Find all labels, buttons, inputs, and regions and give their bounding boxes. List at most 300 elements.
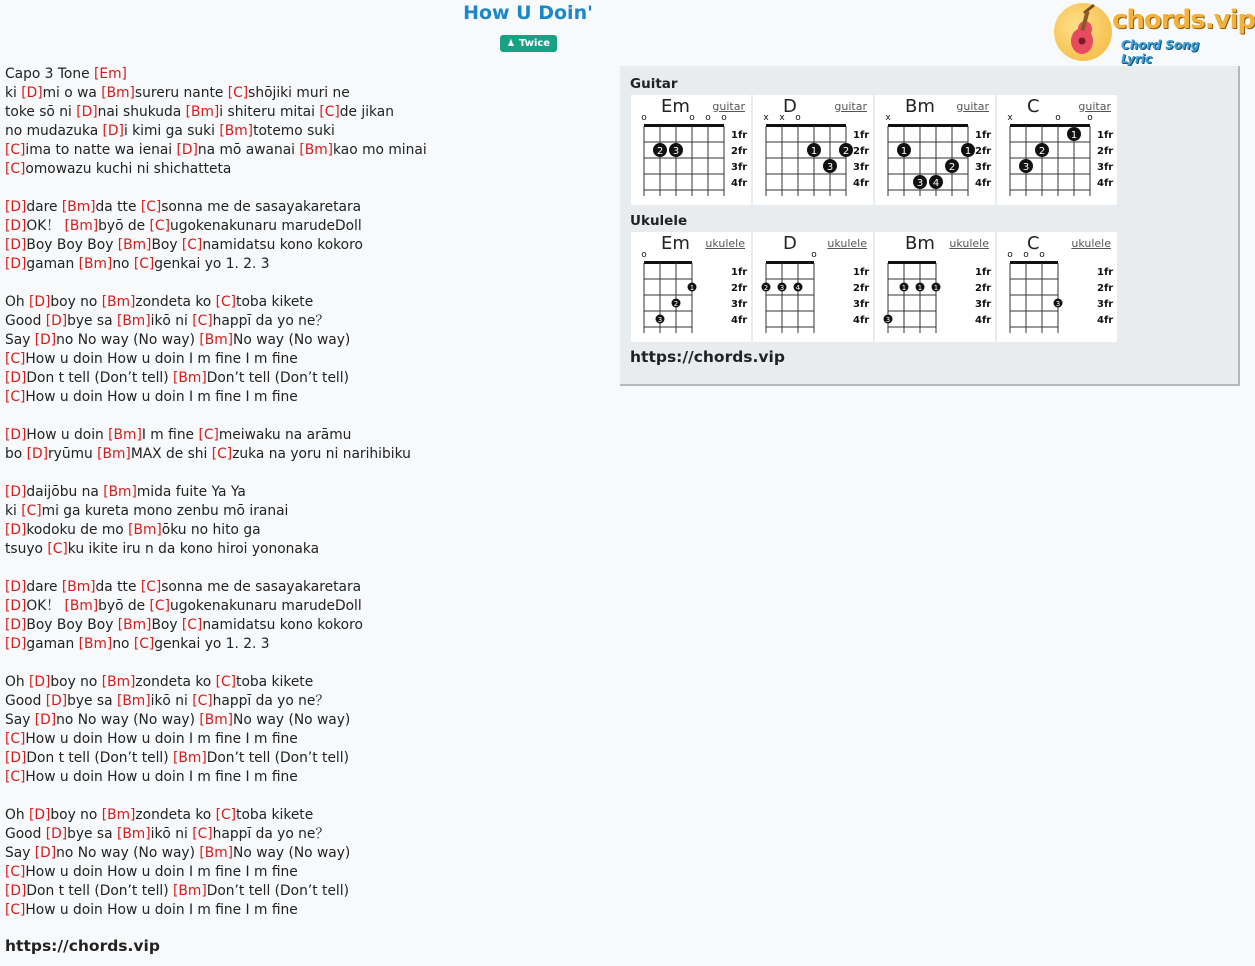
lyric-text: ikō ni (150, 313, 193, 329)
chord-link[interactable]: [D] (45, 693, 68, 709)
lyric-text: tsuyo (5, 541, 48, 557)
finger-number: 1 (901, 284, 907, 292)
chord-link[interactable]: [C] (319, 104, 340, 120)
finger-number: 3 (826, 162, 834, 173)
chord-diagram-bm[interactable] (875, 95, 995, 205)
lyric-line (5, 768, 605, 787)
chord-link[interactable]: [D] (5, 218, 27, 234)
open-string-marker: o (641, 113, 647, 123)
lyric-line (5, 882, 605, 901)
lyrics-body (5, 65, 605, 920)
lyric-line (5, 65, 605, 84)
chord-link[interactable]: [Bm] (173, 883, 207, 899)
lyric-text: toke sō ni (5, 104, 77, 120)
fret-label: 1fr (975, 267, 992, 278)
fret-label: 1fr (731, 267, 748, 278)
lyric-line (5, 749, 605, 768)
fret-label: 1fr (1097, 267, 1114, 278)
chord-diagram-d[interactable] (753, 232, 873, 342)
lyric-text: Don’t tell (Don’t tell) (206, 750, 349, 766)
chord-link[interactable]: [C] (21, 503, 42, 519)
chord-link[interactable]: [D] (5, 256, 27, 272)
instrument-link[interactable]: ukulele (705, 237, 745, 250)
lyric-text: sonna me de sasayakaretara (161, 579, 362, 595)
lyric-text: nai shukuda (97, 104, 186, 120)
instrument-link[interactable]: guitar (956, 100, 989, 113)
lyric-text: ima to natte wa ienai (25, 142, 177, 158)
muted-string-marker: x (885, 113, 891, 123)
lyric-text: zondeta ko (135, 294, 216, 310)
lyric-text: Oh (5, 294, 29, 310)
lyric-line (5, 103, 605, 122)
chord-link[interactable]: [D] (45, 313, 68, 329)
instrument-link[interactable]: ukulele (1071, 237, 1111, 250)
chord-diagram-bm[interactable] (875, 232, 995, 342)
lyric-line (5, 901, 605, 920)
lyric-text: boy no (50, 674, 102, 690)
chord-link[interactable]: [D] (5, 199, 27, 215)
chord-diagram-c[interactable] (997, 232, 1117, 342)
lyric-text: Good (5, 826, 46, 842)
blank-line (5, 654, 605, 673)
lyric-line (5, 331, 605, 350)
chord-link[interactable]: [C] (133, 636, 155, 652)
chord-link[interactable]: [D] (5, 617, 27, 633)
blank-line (5, 464, 605, 483)
lyric-text: ugokenakunaru marudeDoll (169, 598, 362, 614)
lyric-text: da tte (95, 199, 141, 215)
fret-label: 1fr (853, 267, 870, 278)
site-logo[interactable] (1054, 3, 1255, 66)
fret-label: 2fr (853, 146, 870, 157)
person-icon: ♟ (506, 38, 515, 49)
lyric-text: toba kikete (236, 807, 314, 823)
chord-link[interactable]: [D] (5, 370, 27, 386)
chord-name: Em (661, 233, 690, 254)
lyric-text: genkai yo 1. 2. 3 (154, 636, 270, 652)
fret-label: 3fr (975, 299, 992, 310)
lyric-text: meiwaku na arāmu (218, 427, 352, 443)
chord-link[interactable]: [Bm] (108, 427, 142, 443)
fret-label: 4fr (1097, 315, 1114, 326)
lyric-text: toba kikete (236, 674, 314, 690)
lyric-line (5, 635, 605, 654)
fret-label: 4fr (731, 178, 748, 189)
lyric-text: Don t tell (Don’t tell) (26, 883, 174, 899)
lyric-line (5, 692, 605, 711)
lyric-line (5, 730, 605, 749)
lyric-text: gaman (26, 636, 79, 652)
chord-link[interactable]: [C] (133, 256, 155, 272)
fret-label: 3fr (1097, 299, 1114, 310)
lyric-text: ku ikite iru n da kono hiroi yononaka (67, 541, 320, 557)
chord-diagram-c[interactable] (997, 95, 1117, 205)
lyric-line (5, 844, 605, 863)
chord-link[interactable]: [D] (29, 294, 51, 310)
fret-label: 2fr (853, 283, 870, 294)
chord-link[interactable]: [C] (140, 579, 162, 595)
instrument-link[interactable]: guitar (834, 100, 867, 113)
chord-link[interactable]: [D] (29, 807, 51, 823)
lyric-line (5, 293, 605, 312)
lyric-text: No way (No way) (233, 845, 351, 861)
chord-link[interactable]: [C] (5, 731, 26, 747)
lyric-line (5, 521, 605, 540)
lyric-text: gaman (26, 256, 79, 272)
finger-number: 1 (1070, 130, 1078, 141)
fret-label: 3fr (975, 162, 992, 173)
fret-label: 3fr (853, 299, 870, 310)
footer-link[interactable]: https://chords.vip (5, 937, 160, 955)
chord-link[interactable]: [C] (181, 617, 203, 633)
chord-link[interactable]: [D] (76, 104, 98, 120)
lyric-text: How u doin How u doin I m fine I m fine (25, 769, 298, 785)
muted-string-marker: x (1007, 113, 1013, 123)
muted-string-marker: x (779, 113, 785, 123)
nut (1010, 261, 1058, 264)
chord-link[interactable]: [D] (5, 237, 27, 253)
fret-label: 2fr (731, 283, 748, 294)
fret-label: 3fr (1097, 162, 1114, 173)
lyric-text: kao mo minai (333, 142, 427, 158)
chord-link[interactable]: [Bm] (219, 123, 254, 139)
chord-link[interactable]: [Bm] (173, 750, 207, 766)
lyric-line (5, 141, 605, 160)
lyric-text: MAX de shi (130, 446, 212, 462)
lyric-text: Oh (5, 807, 29, 823)
fret-label: 4fr (975, 178, 992, 189)
fret-label: 4fr (1097, 178, 1114, 189)
lyric-text: no No way (No way) (56, 332, 200, 348)
lyric-text: mi o wa (42, 85, 102, 101)
lyric-line (5, 578, 605, 597)
instrument-link[interactable]: ukulele (949, 237, 989, 250)
lyric-text: no mudazuka (5, 123, 103, 139)
chord-name: D (783, 96, 797, 117)
fret-label: 3fr (731, 299, 748, 310)
lyric-text: i kimi ga suki (123, 123, 220, 139)
lyric-line (5, 198, 605, 217)
chord-link[interactable]: [D] (34, 845, 57, 861)
lyric-text: zondeta ko (135, 674, 216, 690)
finger-number: 3 (1022, 162, 1030, 173)
lyric-text: How u doin (26, 427, 109, 443)
chord-link[interactable]: [C] (5, 161, 26, 177)
panel-link[interactable]: https://chords.vip (630, 348, 785, 366)
logo-text: chords.vip (1112, 5, 1255, 35)
lyric-line (5, 426, 605, 445)
chord-link[interactable]: [C] (5, 142, 26, 158)
lyric-line (5, 597, 605, 616)
chord-link[interactable]: [Bm] (78, 636, 113, 652)
lyric-text: Boy (151, 617, 182, 633)
finger-number: 2 (948, 162, 956, 173)
fret-label: 2fr (1097, 146, 1114, 157)
lyric-text: byō de (98, 218, 150, 234)
open-string-marker: o (721, 113, 727, 123)
chord-link[interactable]: [Bm] (116, 693, 151, 709)
chord-link[interactable]: [Bm] (117, 617, 152, 633)
lyric-line (5, 483, 605, 502)
finger-number: 1 (933, 284, 939, 292)
chord-link[interactable]: [Bm] (78, 256, 113, 272)
chord-link[interactable]: [D] (26, 446, 48, 462)
chord-link[interactable]: [Bm] (199, 845, 234, 861)
finger-number: 1 (917, 284, 923, 292)
lyric-line (5, 236, 605, 255)
lyric-text: Capo 3 Tone (5, 66, 94, 82)
lyric-line (5, 673, 605, 692)
lyric-text: OK！ (26, 218, 65, 234)
lyric-text: sonna me de sasayakaretara (161, 199, 362, 215)
finger-number: 3 (779, 284, 785, 292)
chord-link[interactable]: [D] (34, 332, 57, 348)
finger-number: 2 (673, 300, 679, 308)
lyric-text: boy no (50, 294, 102, 310)
finger-number: 3 (1055, 300, 1061, 308)
chord-link[interactable]: [D] (102, 123, 124, 139)
chord-link[interactable]: [C] (181, 237, 203, 253)
chord-link[interactable]: [Bm] (173, 370, 207, 386)
nut (888, 261, 936, 264)
lyric-text: bye sa (67, 826, 117, 842)
finger-number: 3 (916, 178, 924, 189)
chord-link[interactable]: [D] (5, 427, 27, 443)
lyric-text: happī da yo ne？ (212, 313, 330, 329)
fret-label: 3fr (731, 162, 748, 173)
chord-link[interactable]: [C] (192, 313, 213, 329)
chord-link[interactable]: [Bm] (101, 674, 136, 690)
chord-link[interactable]: [Bm] (199, 332, 234, 348)
nut (888, 124, 968, 127)
chord-link[interactable]: [C] (215, 807, 237, 823)
lyric-text: genkai yo 1. 2. 3 (154, 256, 270, 272)
chord-link[interactable]: [D] (5, 598, 27, 614)
lyric-line (5, 312, 605, 331)
lyric-text: How u doin How u doin I m fine I m fine (25, 389, 298, 405)
chord-link[interactable]: [Bm] (128, 522, 162, 538)
nut (644, 261, 692, 264)
finger-number: 4 (795, 284, 801, 292)
lyric-text: happī da yo ne？ (212, 826, 330, 842)
blank-line (5, 559, 605, 578)
fret-label: 1fr (853, 130, 870, 141)
fret-label: 4fr (731, 315, 748, 326)
chord-link[interactable]: [D] (21, 85, 43, 101)
lyric-line (5, 217, 605, 236)
chord-link[interactable]: [C] (5, 389, 26, 405)
chord-diagram-d[interactable] (753, 95, 873, 205)
lyric-line (5, 806, 605, 825)
chord-link[interactable]: [Bm] (117, 237, 152, 253)
instrument-link[interactable]: guitar (712, 100, 745, 113)
chord-link[interactable]: [D] (45, 826, 68, 842)
nut (766, 261, 814, 264)
chord-link[interactable]: [D] (5, 883, 27, 899)
chord-link[interactable]: [C] (227, 85, 249, 101)
nut (1010, 124, 1090, 127)
instrument-link[interactable]: guitar (1078, 100, 1111, 113)
instrument-link[interactable]: ukulele (827, 237, 867, 250)
lyric-text: Oh (5, 674, 29, 690)
lyric-text: How u doin How u doin I m fine I m fine (25, 731, 298, 747)
lyric-text: Good (5, 693, 46, 709)
chord-link[interactable]: [Bm] (185, 104, 220, 120)
lyric-text: Don’t tell (Don’t tell) (206, 370, 349, 386)
lyric-text: happī da yo ne？ (212, 693, 330, 709)
chord-link[interactable]: [Bm] (61, 579, 96, 595)
finger-number: 3 (885, 316, 891, 324)
open-string-marker: o (811, 250, 817, 260)
song-title: How U Doin' (463, 2, 593, 24)
chord-link[interactable]: [Bm] (101, 85, 135, 101)
lyric-text: ōku no hito ga (161, 522, 261, 538)
lyric-text: zondeta ko (135, 807, 216, 823)
lyric-text: sureru nante (134, 85, 228, 101)
lyric-text: OK！ (26, 598, 65, 614)
chord-link[interactable]: [C] (5, 769, 26, 785)
open-string-marker: o (1087, 113, 1093, 123)
guitar-diagrams (631, 95, 1117, 205)
finger-number: 2 (1038, 146, 1046, 157)
lyric-text: boy no (50, 807, 102, 823)
lyric-text: no No way (No way) (56, 845, 200, 861)
chord-link[interactable]: [C] (5, 351, 26, 367)
chord-link[interactable]: [Bm] (101, 294, 136, 310)
lyric-text: bo (5, 446, 27, 462)
fret-label: 4fr (975, 315, 992, 326)
artist-badge[interactable] (500, 35, 557, 52)
lyric-text: i shiteru mitai (219, 104, 320, 120)
artist-name: Twice (518, 38, 551, 49)
chord-link[interactable]: [D] (176, 142, 198, 158)
chord-link[interactable]: [C] (149, 598, 170, 614)
lyric-line (5, 160, 605, 179)
lyric-text: na mō awanai (197, 142, 300, 158)
fret-label: 2fr (1097, 283, 1114, 294)
lyric-line (5, 825, 605, 844)
ukulele-section-label: Ukulele (630, 213, 688, 229)
fret-label: 2fr (975, 283, 992, 294)
guitar-logo-icon (1054, 3, 1112, 61)
chord-name: C (1027, 96, 1040, 117)
chord-name: Em (661, 96, 690, 117)
chord-link[interactable]: [Bm] (299, 142, 334, 158)
finger-number: 2 (763, 284, 769, 292)
chord-link[interactable]: [Bm] (116, 313, 151, 329)
lyric-text: ki (5, 85, 22, 101)
finger-number: 1 (900, 146, 908, 157)
lyric-line (5, 616, 605, 635)
chord-link[interactable]: [D] (5, 579, 27, 595)
chord-link[interactable]: [C] (47, 541, 68, 557)
chord-link[interactable]: [Bm] (64, 218, 99, 234)
lyric-text: Boy Boy Boy (26, 237, 118, 253)
chord-link[interactable]: [C] (192, 693, 213, 709)
open-string-marker: o (1055, 113, 1061, 123)
lyric-text: Say (5, 332, 35, 348)
lyric-text: dare (26, 579, 62, 595)
chord-link[interactable]: [C] (215, 674, 237, 690)
lyric-text: bye sa (67, 693, 117, 709)
open-string-marker: o (1007, 250, 1013, 260)
lyric-text: Say (5, 845, 35, 861)
lyric-line (5, 388, 605, 407)
chord-link[interactable]: [C] (198, 427, 219, 443)
chord-link[interactable]: [D] (34, 712, 57, 728)
chord-link[interactable]: [Bm] (97, 446, 131, 462)
chord-name: Bm (905, 96, 935, 117)
chord-link[interactable]: [D] (5, 636, 27, 652)
muted-string-marker: x (763, 113, 769, 123)
chord-link[interactable]: [C] (140, 199, 162, 215)
chord-link[interactable]: [C] (149, 218, 170, 234)
chord-link[interactable]: [Bm] (101, 807, 136, 823)
blank-line (5, 274, 605, 293)
chord-link[interactable]: [Em] (93, 66, 127, 82)
chord-diagram-em[interactable] (631, 95, 751, 205)
chord-link[interactable]: [C] (5, 902, 26, 918)
chord-link[interactable]: [D] (29, 674, 51, 690)
lyric-line (5, 502, 605, 521)
lyric-line (5, 350, 605, 369)
chord-diagram-em[interactable] (631, 232, 751, 342)
chord-diagrams-panel (620, 66, 1240, 386)
chord-link[interactable]: [D] (5, 522, 27, 538)
chord-link[interactable]: [Bm] (199, 712, 234, 728)
lyric-line (5, 863, 605, 882)
lyric-text: No way (No way) (233, 712, 351, 728)
lyric-text: ikō ni (150, 826, 193, 842)
finger-number: 1 (810, 146, 818, 157)
fret-label: 1fr (1097, 130, 1114, 141)
chord-link[interactable]: [Bm] (61, 199, 96, 215)
chord-link[interactable]: [Bm] (64, 598, 99, 614)
lyric-text: ryūmu (47, 446, 98, 462)
lyric-text: de jikan (339, 104, 394, 120)
chord-link[interactable]: [C] (192, 826, 213, 842)
lyric-text: namidatsu kono kokoro (202, 237, 363, 253)
lyric-text: namidatsu kono kokoro (202, 617, 363, 633)
lyric-text: ki (5, 503, 22, 519)
fret-label: 1fr (975, 130, 992, 141)
fret-label: 1fr (731, 130, 748, 141)
chord-link[interactable]: [D] (5, 750, 27, 766)
lyric-text: Don’t tell (Don’t tell) (206, 883, 349, 899)
lyric-text: bye sa (67, 313, 117, 329)
lyric-text: Boy Boy Boy (26, 617, 118, 633)
open-string-marker: o (1039, 250, 1045, 260)
chord-link[interactable]: [Bm] (103, 484, 137, 500)
chord-link[interactable]: [C] (215, 294, 237, 310)
open-string-marker: o (705, 113, 711, 123)
lyric-text: mi ga kureta mono zenbu mō iranai (41, 503, 289, 519)
lyric-line (5, 445, 605, 464)
chord-link[interactable]: [Bm] (116, 826, 151, 842)
chord-link[interactable]: [C] (211, 446, 233, 462)
lyric-text: kodoku de mo (26, 522, 129, 538)
ukulele-diagrams (631, 232, 1117, 342)
lyric-text: How u doin How u doin I m fine I m fine (25, 902, 298, 918)
fret-label: 4fr (853, 178, 870, 189)
lyric-text: Say (5, 712, 35, 728)
lyric-text: shōjiki muri ne (248, 85, 350, 101)
lyric-text: zuka na yoru ni narihibiku (232, 446, 411, 462)
fret-label: 2fr (731, 146, 748, 157)
finger-number: 3 (657, 316, 663, 324)
chord-link[interactable]: [D] (5, 484, 27, 500)
chord-link[interactable]: [C] (5, 864, 26, 880)
